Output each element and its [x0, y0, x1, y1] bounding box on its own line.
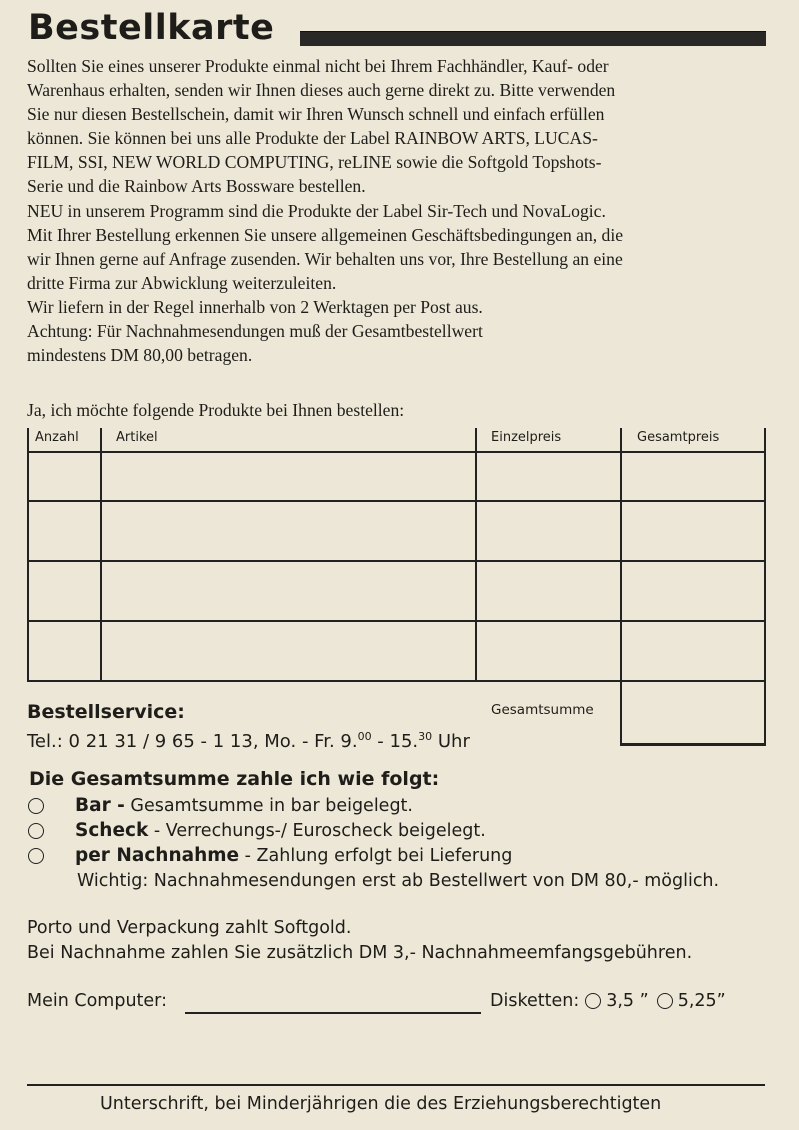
- payment-option-key: Bar -: [75, 795, 125, 816]
- intro-text: [27, 54, 777, 367]
- service-title: Bestellservice:: [27, 701, 185, 723]
- signature-field[interactable]: [27, 1084, 765, 1086]
- intro-line: NEU in unserem Programm sind die Produkte der Label Sir-Tech und NovaLogic.: [27, 200, 606, 221]
- intro-line: Achtung: Für Nachnahmesendungen muß der Gesamtbestellwert: [27, 321, 483, 342]
- qty-cell[interactable]: [29, 562, 99, 619]
- qty-cell[interactable]: [29, 453, 99, 499]
- radio-circle-icon[interactable]: [28, 848, 44, 864]
- radio-circle-icon[interactable]: [585, 993, 601, 1009]
- total-box-bottom: [620, 743, 766, 746]
- time-sup: 30: [418, 730, 433, 743]
- payment-option-text: - Zahlung erfolgt bei Lieferung: [239, 845, 513, 866]
- grand-total-cell[interactable]: [622, 682, 763, 742]
- article-cell[interactable]: [102, 622, 474, 679]
- title-decor-bar: [300, 31, 766, 46]
- order-intro: Ja, ich möchte folgende Produkte bei Ihnen bestellen:: [27, 400, 405, 420]
- radio-circle-icon[interactable]: [28, 798, 44, 814]
- payment-option-key: per Nachnahme: [75, 845, 240, 866]
- intro-line: Mit Ihrer Bestellung erkennen Sie unsere allgemeinen Geschäftsbedingungen an, die: [27, 224, 624, 245]
- col-header-artikel: Artikel: [116, 430, 158, 445]
- intro-line: Serie und die Rainbow Arts Bossware bestellen.: [27, 176, 366, 197]
- qty-cell[interactable]: [29, 622, 99, 679]
- payment-option-text: - Verrechungs-/ Euroscheck beigelegt.: [148, 820, 486, 841]
- intro-line: Warenhaus erhalten, senden wir Ihnen dieses auch gerne direkt zu. Bitte verwenden: [27, 80, 616, 101]
- unit-price-cell[interactable]: [477, 622, 619, 679]
- phone-dash: - 15.: [371, 731, 419, 752]
- time-sup: 00: [357, 730, 372, 743]
- grand-total-label: Gesamtsumme: [491, 702, 594, 718]
- signature-label: Unterschrift, bei Minderjährigen die des Erziehungsberechtigten: [100, 1094, 662, 1114]
- computer-field[interactable]: [185, 1012, 481, 1014]
- intro-line: Sollten Sie eines unserer Produkte einmal nicht bei Ihrem Fachhändler, Kauf- oder: [27, 56, 609, 76]
- article-cell[interactable]: [102, 502, 474, 559]
- disk-option-35: 3,5 ”: [606, 991, 649, 1011]
- total-price-cell[interactable]: [622, 453, 763, 499]
- phone-suffix: Uhr: [432, 731, 470, 752]
- intro-line: FILM, SSI, NEW WORLD COMPUTING, reLINE sowie die Softgold Topshots-: [27, 152, 602, 173]
- computer-label: Mein Computer:: [27, 991, 167, 1011]
- col-header-einzelpreis: Einzelpreis: [491, 430, 562, 445]
- total-price-cell[interactable]: [622, 562, 763, 619]
- payment-option-bar[interactable]: [28, 795, 413, 816]
- intro-line: dritte Firma zur Abwicklung weiterzuleiten.: [27, 272, 337, 293]
- phone-text: Tel.: 0 21 31 / 9 65 - 1 13, Mo. - Fr. 9.: [27, 731, 358, 752]
- radio-circle-icon[interactable]: [657, 993, 673, 1009]
- qty-cell[interactable]: [29, 502, 99, 559]
- service-phone: [27, 730, 470, 752]
- article-cell[interactable]: [102, 562, 474, 619]
- col-header-gesamtpreis: Gesamtpreis: [637, 430, 720, 445]
- page-title: Bestellkarte: [28, 8, 275, 48]
- intro-line: Wir liefern in der Regel innerhalb von 2 Werktagen per Post aus.: [27, 296, 483, 317]
- total-price-cell[interactable]: [622, 502, 763, 559]
- disk-label: Disketten:: [490, 991, 580, 1011]
- intro-line: Sie nur diesen Bestellschein, damit wir Ihren Wunsch schnell und einfach erfüllen: [27, 104, 605, 125]
- intro-line: mindestens DM 80,00 betragen.: [27, 345, 253, 366]
- total-price-cell[interactable]: [622, 622, 763, 679]
- article-cell[interactable]: [102, 453, 474, 499]
- shipping-line: Porto und Verpackung zahlt Softgold.: [27, 918, 352, 938]
- intro-line: können. Sie können bei uns alle Produkte der Label RAINBOW ARTS, LUCAS-: [27, 128, 598, 149]
- intro-line: wir Ihnen gerne auf Anfrage zusenden. Wir behalten uns vor, Ihre Bestellung an eine: [27, 248, 623, 269]
- payment-title: Die Gesamtsumme zahle ich wie folgt:: [29, 768, 440, 790]
- unit-price-cell[interactable]: [477, 502, 619, 559]
- payment-note: Wichtig: Nachnahmesendungen erst ab Bestellwert von DM 80,- möglich.: [77, 871, 720, 891]
- disk-options: [490, 991, 726, 1011]
- payment-option-text: Gesamtsumme in bar beigelegt.: [124, 795, 413, 816]
- disk-option-525: 5,25”: [677, 991, 726, 1011]
- payment-option-scheck[interactable]: [28, 820, 486, 841]
- unit-price-cell[interactable]: [477, 562, 619, 619]
- radio-circle-icon[interactable]: [28, 823, 44, 839]
- table-border-right: [764, 428, 766, 746]
- shipping-line: Bei Nachnahme zahlen Sie zusätzlich DM 3,- Nachnahmeemfangsgebühren.: [27, 943, 693, 963]
- col-header-anzahl: Anzahl: [35, 430, 79, 445]
- unit-price-cell[interactable]: [477, 453, 619, 499]
- payment-option-key: Scheck: [75, 820, 149, 841]
- payment-option-nachnahme[interactable]: [28, 845, 512, 866]
